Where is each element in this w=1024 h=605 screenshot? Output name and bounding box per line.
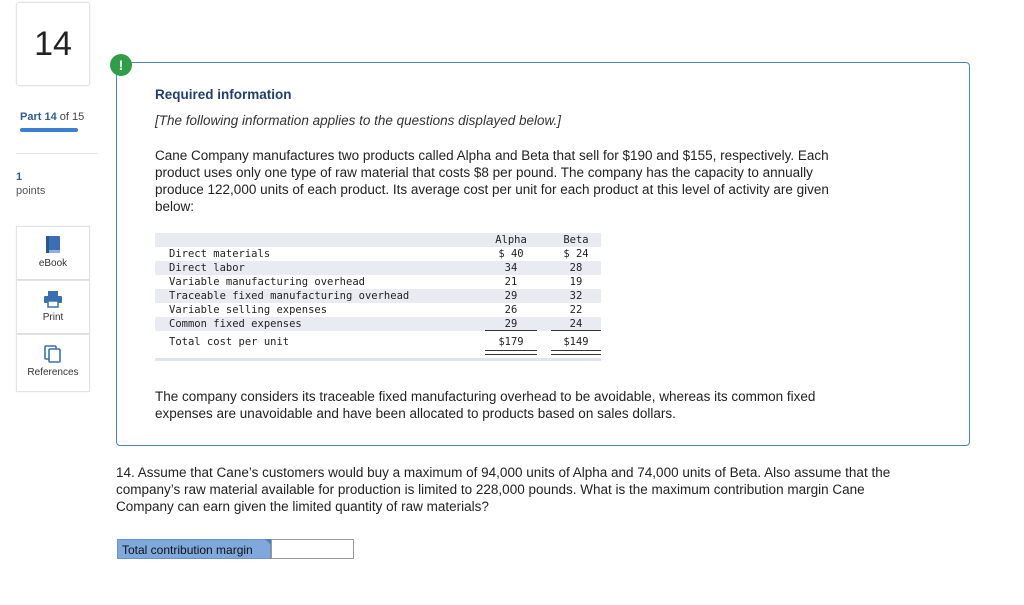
table-row bbox=[155, 261, 601, 275]
intro-line: produce 122,000 units of each product. Its average cost per unit for each product at this level of activity are given bbox=[155, 182, 829, 197]
printer-icon bbox=[43, 289, 63, 309]
references-icon bbox=[43, 344, 63, 364]
table-row bbox=[155, 289, 601, 303]
column-header-beta: Beta bbox=[563, 234, 589, 246]
alpha-value: 29 bbox=[504, 318, 518, 330]
alpha-value: 26 bbox=[504, 304, 518, 316]
table-bottom-rule bbox=[155, 358, 601, 361]
table-row bbox=[155, 317, 601, 331]
alpha-value: 21 bbox=[504, 276, 518, 288]
cost-table bbox=[155, 233, 601, 349]
question-line: 14. Assume that Cane’s customers would buy a maximum of 94,000 units of Alpha and 74,000 units of Beta. Also assume that the bbox=[116, 465, 891, 480]
total-contribution-margin-input[interactable] bbox=[271, 539, 354, 559]
row-label: Variable manufacturing overhead bbox=[169, 276, 365, 288]
table-row bbox=[155, 275, 601, 289]
question-line: Company can earn given the limited quantity of raw materials? bbox=[116, 499, 489, 514]
beta-total: $149 bbox=[563, 336, 589, 348]
ebook-button[interactable] bbox=[16, 226, 90, 280]
part-total: of 15 bbox=[59, 111, 85, 123]
required-information-panel bbox=[116, 62, 970, 446]
required-information-title: Required information bbox=[155, 87, 292, 102]
ebook-label: eBook bbox=[38, 258, 68, 269]
beta-value: 22 bbox=[569, 304, 583, 316]
part-indicator bbox=[20, 111, 84, 123]
closing-paragraph bbox=[155, 388, 905, 422]
total-double-rule bbox=[485, 350, 537, 355]
beta-value: 24 bbox=[569, 318, 583, 330]
part-current: 14 bbox=[44, 111, 57, 123]
question-line: company’s raw material available for production is limited to 228,000 pounds. What is the maximum contribution margin Cane bbox=[116, 482, 865, 497]
references-label: References bbox=[27, 367, 79, 378]
table-row bbox=[155, 247, 601, 261]
alpha-value: $ 40 bbox=[498, 248, 524, 260]
alpha-value: 34 bbox=[504, 262, 518, 274]
closing-line: The company considers its traceable fixed manufacturing overhead to be avoidable, whereas its common fixed bbox=[155, 389, 816, 404]
intro-line: product uses only one type of raw material that costs $8 per pound. The company has the capacity to annually bbox=[155, 165, 813, 180]
total-row bbox=[155, 335, 601, 349]
alpha-value: 29 bbox=[504, 290, 518, 302]
alpha-total: $179 bbox=[498, 336, 524, 348]
alert-badge-icon: ! bbox=[110, 54, 132, 76]
table-row bbox=[155, 303, 601, 317]
answer-label: Total contribution margin bbox=[117, 539, 271, 559]
subtotal-rule bbox=[551, 330, 601, 331]
part-label: Part bbox=[20, 111, 42, 123]
question-number: 14 bbox=[16, 2, 90, 86]
beta-value: $ 24 bbox=[563, 248, 589, 260]
book-icon bbox=[44, 235, 62, 255]
row-label: Variable selling expenses bbox=[169, 304, 328, 316]
row-label: Traceable fixed manufacturing overhead bbox=[169, 290, 410, 302]
beta-value: 19 bbox=[569, 276, 583, 288]
part-progress-bar bbox=[20, 128, 78, 132]
total-double-rule bbox=[551, 350, 601, 355]
table-header-row bbox=[155, 233, 601, 247]
total-label: Total cost per unit bbox=[169, 336, 290, 348]
points-label: points bbox=[16, 185, 46, 197]
intro-line: Cane Company manufactures two products called Alpha and Beta that sell for $190 and $155, respectively. Each bbox=[155, 148, 829, 163]
points-value: 1 bbox=[16, 171, 23, 183]
row-label: Common fixed expenses bbox=[169, 318, 302, 330]
beta-value: 32 bbox=[569, 290, 583, 302]
intro-paragraph bbox=[155, 147, 905, 215]
print-button[interactable] bbox=[16, 280, 90, 334]
references-button[interactable] bbox=[16, 334, 90, 392]
applies-note: [The following information applies to the questions displayed below.] bbox=[155, 113, 561, 128]
intro-line: below: bbox=[155, 199, 195, 214]
subtotal-rule bbox=[485, 330, 537, 331]
column-header-alpha: Alpha bbox=[495, 234, 527, 246]
sidebar-divider bbox=[16, 153, 98, 154]
closing-line: expenses are unavoidable and have been allocated to products based on sales dollars. bbox=[155, 406, 676, 421]
print-label: Print bbox=[42, 312, 64, 323]
beta-value: 28 bbox=[569, 262, 583, 274]
question-text bbox=[116, 464, 966, 515]
row-label: Direct materials bbox=[169, 248, 271, 260]
row-label: Direct labor bbox=[169, 262, 245, 274]
